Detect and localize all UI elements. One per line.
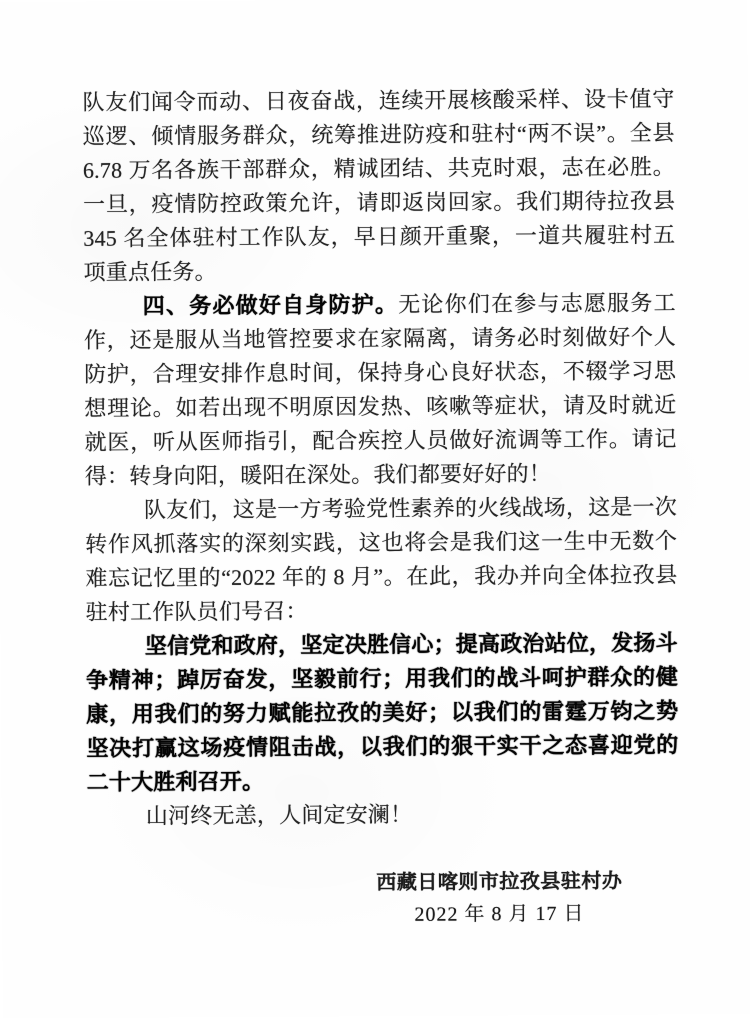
paragraph-section-four <box>84 286 677 494</box>
paragraph-call-to-action: 坚信党和政府，坚定决胜信心；提高政治站位，发扬斗争精神；踔厉奋发，坚毅前行；用我们的战斗呵护群众的健康，用我们的努力赋能拉孜的美好；以我们的雷霆万钧之势坚决打赢这场疫情阻击战，以我们的狠干实干之态喜迎党的二十大胜利召开。 <box>85 630 679 795</box>
signature-block <box>376 865 622 931</box>
signature-date: 2022 年 8 月 17 日 <box>414 902 585 926</box>
document-body-text <box>82 82 679 933</box>
section-four-heading: 四、务必做好自身防护。 <box>142 291 399 319</box>
paragraph-closing-slogan: 山河终无恙，人间定安澜！ <box>145 801 413 829</box>
section-four-body: 无论你们在参与志愿服务工作，还是服从当地管控要求在家隔离，请务必时刻做好个人防护，合理安排作息时间，保持身心良好状态，不辍学习思想理论。如若出现不明原因发热、咳嗽等症状，请及时就近就医，听从医师指引，配合疾控人员做好流调等工作。请记得：转身向阳，暖阳在深处。我们都要好好的！ <box>83 290 677 489</box>
paragraph-battlefield: 队友们，这是一方考验党性素养的火线战场，这是一次转作风抓落实的深刻实践，这也将会是我们这一生中无数个难忘记忆里的“2022 年的 8 月”。在此，我办并向全体拉孜县驻村工作队员们号召： <box>85 494 678 625</box>
signature-organization: 西藏日喀则市拉孜县驻村办 <box>376 870 623 894</box>
paragraph-continuation: 队友们闻令而动、日夜奋战，连续开展核酸采样、设卡值守巡逻、倾情服务群众，统筹推进防疫和驻村“两不误”。全县 6.78 万名各族干部群众，精诚团结、共克时艰，志在必胜。一旦，疫情防控政策允许，请即返岗回家。我们期待拉孜县 345 名全体驻村工作队友，早日颜开重聚，一道共履驻村五项重点任务。 <box>82 86 676 285</box>
